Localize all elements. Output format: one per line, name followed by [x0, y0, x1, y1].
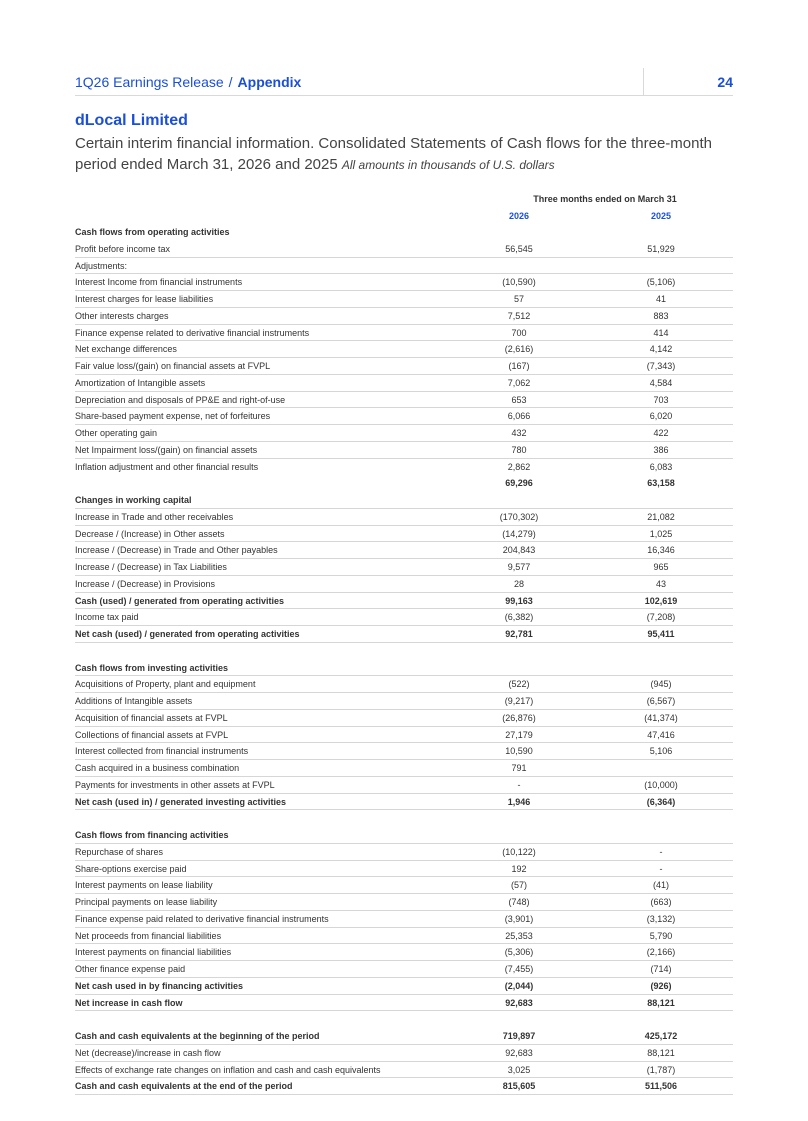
- cash-flow-table: [75, 224, 733, 1095]
- table-row: [75, 509, 733, 526]
- value-2025: (945): [650, 679, 672, 690]
- table-row: [75, 526, 733, 543]
- value-2026: 92,781: [505, 629, 533, 639]
- row-label: Income tax paid: [75, 612, 139, 623]
- value-2026: (57): [510, 880, 527, 891]
- value-2026: (2,616): [504, 344, 534, 355]
- value-2026: (10,590): [502, 277, 536, 288]
- value-2025: (6,364): [646, 796, 676, 807]
- value-2025: (926): [650, 980, 672, 991]
- table-row: [75, 1078, 733, 1095]
- value-2026: (10,122): [502, 846, 536, 857]
- value-2025: 6,083: [649, 461, 673, 472]
- table-row: [75, 1011, 733, 1028]
- value-2026: (170,302): [499, 511, 539, 522]
- row-label: Collections of financial assets at FVPL: [75, 729, 229, 740]
- value-2026: (6,382): [504, 612, 534, 623]
- value-2025: (7,343): [646, 361, 676, 371]
- value-2025: 16,346: [647, 545, 675, 556]
- value-2026: 9,577: [507, 562, 531, 572]
- row-label: Share-based payment expense, net of forfeitures: [75, 411, 271, 422]
- row-label: Other finance expense paid: [75, 964, 186, 974]
- statement-title-text: Certain interim financial information. Consolidated Statements of Cash flows for the three-month period ended March 31, 2026 and 2025: [75, 135, 712, 173]
- row-label: Adjustments:: [75, 260, 128, 271]
- row-label: Interest payments on lease liability: [75, 880, 213, 891]
- row-label: Effects of exchange rate changes on inflation and cash and cash equivalents: [75, 1064, 381, 1075]
- row-label: Net increase in cash flow: [75, 997, 183, 1008]
- table-row: [75, 442, 733, 459]
- value-2025: 41: [655, 294, 666, 304]
- table-row: [75, 877, 733, 894]
- row-label: Increase / (Decrease) in Trade and Other payables: [75, 545, 278, 556]
- table-row: [75, 643, 733, 660]
- table-row: [75, 593, 733, 610]
- value-2025: 386: [653, 444, 669, 455]
- row-label: Additions of Intangible assets: [75, 696, 193, 706]
- row-label: Net cash (used in) / generated investing activities: [75, 796, 287, 807]
- value-2026: 7,062: [507, 377, 531, 388]
- row-label: Finance expense related to derivative financial instruments: [75, 327, 310, 338]
- row-label: Net cash (used) / generated from operating activities: [75, 629, 300, 639]
- table-row: [75, 224, 733, 241]
- row-label: Cash flows from operating activities: [75, 227, 230, 237]
- value-2026: 432: [511, 428, 527, 438]
- statement-title: [75, 133, 735, 176]
- table-row: [75, 358, 733, 375]
- page-number: 24: [717, 74, 733, 90]
- value-2025: 21,082: [647, 511, 675, 522]
- header-divider: [643, 68, 644, 95]
- table-row: [75, 542, 733, 559]
- value-2025: (714): [650, 964, 672, 974]
- value-2025: (3,132): [646, 913, 676, 924]
- row-label: Acquisition of financial assets at FVPL: [75, 712, 228, 723]
- value-2025: 102,619: [644, 595, 678, 606]
- row-label: Cash acquired in a business combination: [75, 763, 240, 773]
- value-2026: (748): [508, 897, 530, 907]
- value-2025: 88,121: [647, 997, 675, 1008]
- value-2025: (5,106): [646, 277, 676, 288]
- row-label: Interest collected from financial instruments: [75, 746, 249, 757]
- table-row: [75, 794, 733, 811]
- value-2026: (14,279): [502, 528, 536, 539]
- table-row: [75, 660, 733, 677]
- table-row: [75, 894, 733, 911]
- row-label: Cash and cash equivalents at the beginning of the period: [75, 1031, 320, 1041]
- table-row: [75, 844, 733, 861]
- value-2025: 51,929: [647, 243, 675, 254]
- table-row: [75, 609, 733, 626]
- table-row: [75, 559, 733, 576]
- table-row: [75, 827, 733, 844]
- table-row: [75, 777, 733, 794]
- value-2025: 6,020: [649, 411, 673, 422]
- value-2026: (9,217): [504, 696, 534, 706]
- value-2025: 511,506: [644, 1081, 678, 1092]
- table-row: [75, 1062, 733, 1079]
- row-label: Principal payments on lease liability: [75, 897, 218, 907]
- value-2026: 780: [511, 444, 527, 455]
- row-label: Cash and cash equivalents at the end of the period: [75, 1081, 293, 1092]
- value-2026: (5,306): [504, 947, 534, 958]
- row-label: Fair value loss/(gain) on financial assets at FVPL: [75, 361, 271, 371]
- table-row: [75, 475, 733, 492]
- row-label: Increase in Trade and other receivables: [75, 511, 234, 522]
- row-label: Cash flows from investing activities: [75, 662, 229, 673]
- row-label: Increase / (Decrease) in Tax Liabilities: [75, 562, 227, 572]
- row-label: Depreciation and disposals of PP&E and right-of-use: [75, 394, 286, 405]
- page-header: [75, 68, 733, 96]
- value-2025: 5,106: [649, 746, 673, 757]
- table-row: [75, 995, 733, 1012]
- table-row: [75, 760, 733, 777]
- table-row: [75, 710, 733, 727]
- value-2025: (663): [650, 897, 672, 907]
- row-label: Interest Income from financial instruments: [75, 277, 243, 288]
- row-label: Increase / (Decrease) in Provisions: [75, 578, 216, 589]
- value-2025: 1,025: [649, 528, 673, 539]
- table-row: [75, 1028, 733, 1045]
- value-2026: 204,843: [502, 545, 536, 556]
- breadcrumb-document: 1Q26 Earnings Release: [75, 74, 224, 90]
- table-row: [75, 743, 733, 760]
- value-2026: (2,044): [504, 980, 534, 991]
- value-2026: 791: [511, 763, 527, 773]
- row-label: Decrease / (Increase) in Other assets: [75, 528, 225, 539]
- value-2026: (7,455): [504, 964, 534, 974]
- value-2026: 69,296: [505, 478, 533, 489]
- row-label: Interest payments on financial liabilities: [75, 947, 232, 958]
- table-row: [75, 810, 733, 827]
- value-2026: 1,946: [507, 796, 531, 807]
- value-2026: (522): [508, 679, 530, 690]
- value-2026: -: [517, 779, 521, 790]
- value-2025: (6,567): [646, 696, 676, 706]
- value-2026: 28: [513, 578, 524, 589]
- row-label: Payments for investments in other assets at FVPL: [75, 779, 275, 790]
- value-2026: 10,590: [505, 746, 533, 757]
- table-row: [75, 392, 733, 409]
- table-row: [75, 459, 733, 476]
- value-2025: 414: [653, 327, 669, 338]
- value-2025: 965: [653, 562, 669, 572]
- row-label: Other interests charges: [75, 310, 169, 321]
- value-2025: -: [659, 846, 663, 857]
- value-2026: 815,605: [502, 1081, 536, 1092]
- value-2025: 5,790: [649, 930, 673, 941]
- row-label: Profit before income tax: [75, 243, 171, 254]
- value-2026: 192: [511, 863, 527, 874]
- company-name: dLocal Limited: [75, 112, 188, 129]
- table-row: [75, 425, 733, 442]
- breadcrumb: [75, 74, 301, 90]
- table-row: [75, 241, 733, 258]
- row-label: Other operating gain: [75, 428, 158, 438]
- table-row: [75, 408, 733, 425]
- value-2025: 703: [653, 394, 669, 405]
- row-label: Amortization of Intangible assets: [75, 377, 206, 388]
- table-row: [75, 308, 733, 325]
- value-2025: 88,121: [647, 1047, 675, 1058]
- table-row: [75, 861, 733, 878]
- value-2026: 99,163: [505, 595, 533, 606]
- value-2026: (26,876): [502, 712, 536, 723]
- value-2026: 3,025: [507, 1064, 531, 1075]
- table-row: [75, 978, 733, 995]
- table-row: [75, 341, 733, 358]
- value-2025: (10,000): [644, 779, 678, 790]
- table-row: [75, 291, 733, 308]
- table-row: [75, 375, 733, 392]
- value-2026: 719,897: [502, 1031, 536, 1041]
- row-label: Net (decrease)/increase in cash flow: [75, 1047, 221, 1058]
- table-row: [75, 492, 733, 509]
- value-2026: 57: [513, 294, 524, 304]
- year-header-2026: 2026: [508, 211, 530, 221]
- units-note: All amounts in thousands of U.S. dollars: [341, 158, 555, 172]
- table-row: [75, 928, 733, 945]
- column-group-header: Three months ended on March 31: [533, 194, 677, 204]
- value-2026: 56,545: [505, 243, 533, 254]
- table-row: [75, 258, 733, 275]
- table-row: [75, 1045, 733, 1062]
- value-2025: (2,166): [646, 947, 676, 958]
- breadcrumb-section: Appendix: [237, 74, 302, 90]
- value-2025: -: [659, 863, 663, 874]
- value-2025: (41,374): [644, 712, 678, 723]
- breadcrumb-separator: /: [228, 74, 233, 90]
- value-2025: 883: [653, 310, 669, 321]
- table-row: [75, 274, 733, 291]
- row-label: Net proceeds from financial liabilities: [75, 930, 222, 941]
- table-row: [75, 944, 733, 961]
- table-row: [75, 676, 733, 693]
- value-2025: 43: [655, 578, 666, 589]
- row-label: Acquisitions of Property, plant and equipment: [75, 679, 256, 690]
- row-label: Repurchase of shares: [75, 846, 164, 857]
- row-label: Changes in working capital: [75, 495, 192, 505]
- value-2025: (1,787): [646, 1064, 676, 1075]
- row-label: Cash (used) / generated from operating activities: [75, 595, 285, 606]
- value-2025: 95,411: [647, 629, 675, 639]
- row-label: Inflation adjustment and other financial results: [75, 461, 259, 472]
- value-2026: 2,862: [507, 461, 531, 472]
- value-2026: 92,683: [505, 997, 533, 1008]
- row-label: Net cash used in by financing activities: [75, 980, 244, 991]
- value-2025: (41): [652, 880, 669, 891]
- value-2026: 27,179: [505, 729, 533, 740]
- row-label: Share-options exercise paid: [75, 863, 187, 874]
- value-2026: (3,901): [504, 913, 534, 924]
- value-2025: 4,142: [649, 344, 673, 355]
- value-2025: 47,416: [647, 729, 675, 740]
- value-2026: 700: [511, 327, 527, 338]
- table-row: [75, 626, 733, 643]
- row-label: Cash flows from financing activities: [75, 830, 229, 840]
- row-label: Finance expense paid related to derivative financial instruments: [75, 913, 329, 924]
- value-2026: 7,512: [507, 310, 531, 321]
- value-2025: 422: [653, 428, 669, 438]
- table-row: [75, 961, 733, 978]
- table-row: [75, 727, 733, 744]
- table-row: [75, 576, 733, 593]
- table-row: [75, 693, 733, 710]
- year-header-2025: 2025: [650, 211, 672, 221]
- row-label: Net Impairment loss/(gain) on financial assets: [75, 444, 258, 455]
- table-row: [75, 911, 733, 928]
- value-2025: 425,172: [644, 1031, 678, 1041]
- value-2025: 63,158: [647, 478, 675, 489]
- value-2026: 6,066: [507, 411, 531, 422]
- value-2025: 4,584: [649, 377, 673, 388]
- row-label: Net exchange differences: [75, 344, 177, 355]
- value-2026: 92,683: [505, 1047, 533, 1058]
- row-label: Interest charges for lease liabilities: [75, 294, 214, 304]
- value-2026: (167): [508, 361, 530, 371]
- value-2025: (7,208): [646, 612, 676, 623]
- value-2026: 25,353: [505, 930, 533, 941]
- table-row: [75, 325, 733, 342]
- value-2026: 653: [511, 394, 527, 405]
